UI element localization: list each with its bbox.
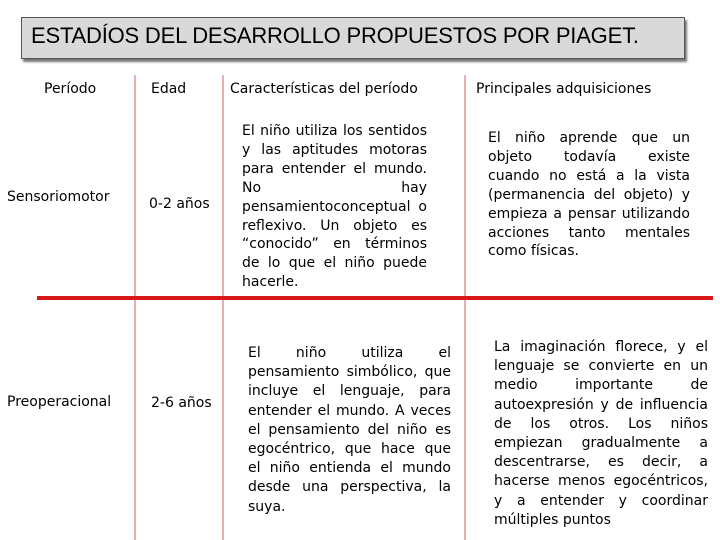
- row-periodo: Preoperacional: [7, 394, 112, 410]
- header-caracteristicas: Características del período: [230, 81, 418, 97]
- column-divider: [464, 75, 466, 540]
- column-divider: [134, 75, 136, 540]
- row-adquisiciones: El niño aprende que un objeto todavía existe cuando no está a la vista (permanencia del objeto) y empieza a pensar utilizando acciones tanto mentales como físicas.: [488, 130, 690, 260]
- row-edad: 0-2 años: [149, 196, 210, 212]
- row-divider: [37, 296, 713, 300]
- row-caracteristicas: El niño utiliza los sentidos y las aptitudes motoras para entender el mundo. No hay pensamientoconceptual o reflexivo. Un objeto es “conocido” en términos de lo que el niño puede hacerle.: [242, 123, 427, 291]
- column-divider: [222, 75, 224, 540]
- page-title: ESTADÍOS DEL DESARROLLO PROPUESTOS POR PIAGET.: [31, 23, 639, 48]
- header-periodo: Período: [44, 81, 97, 97]
- row-adquisiciones: La imaginación florece, y el lenguaje se convierte en un medio importante de autoexpresión y de influencia de los otros. Los niños empiezan gradualmente a descentrarse, es decir, a hacerse menos egocéntricos, y a entender y coordinar múltiples puntos: [494, 339, 708, 528]
- header-edad: Edad: [151, 81, 187, 97]
- header-adquisiciones: Principales adquisiciones: [476, 81, 652, 97]
- row-edad: 2-6 años: [151, 395, 212, 411]
- row-periodo: Sensoriomotor: [7, 189, 110, 205]
- row-caracteristicas: El niño utiliza el pensamiento simbólico, que incluye el lenguaje, para entender el mundo. A veces el pensamiento del niño es egocéntrico, que hace que el niño entienda el mundo desde una perspectiva, la suya.: [248, 345, 451, 515]
